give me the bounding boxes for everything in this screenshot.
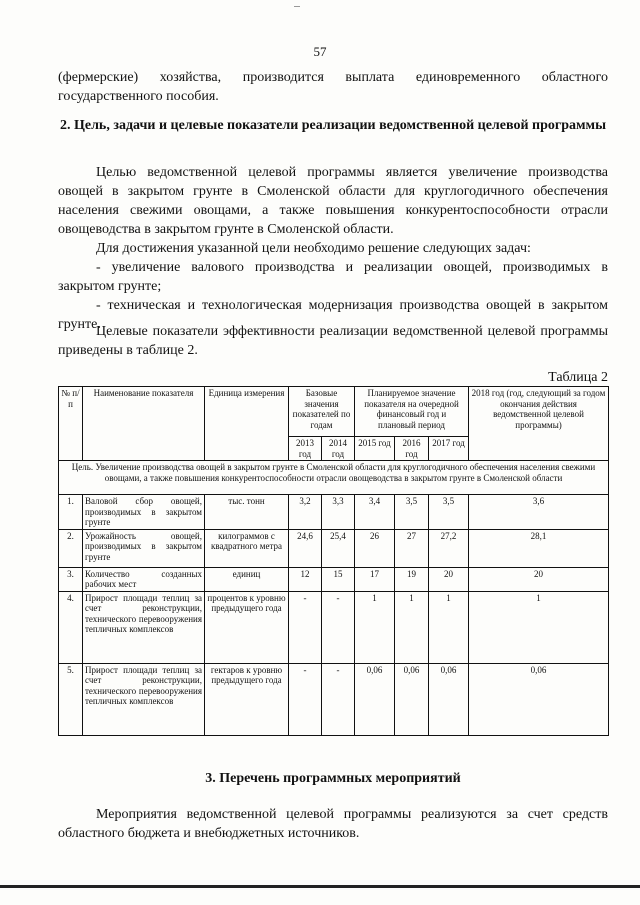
row-2014: 15 xyxy=(322,567,355,591)
row-unit: гектаров к уровню предыдущего года xyxy=(205,663,289,735)
row-2014: - xyxy=(322,663,355,735)
section-2-paragraph-5: Целевые показатели эффективности реализации ведомственной целевой программы приведены в таблице 2. xyxy=(58,324,608,358)
header-2013: 2013 год xyxy=(289,437,322,461)
row-2013: 3,2 xyxy=(289,495,322,530)
row-2016: 19 xyxy=(395,567,429,591)
section-3-paragraph-1: Мероприятия ведомственной целевой программы реализуются за счет средств областного бюджета и внебюджетных источников. xyxy=(58,807,608,841)
header-2017: 2017 год xyxy=(429,437,469,461)
row-2015: 1 xyxy=(355,591,395,663)
row-2017: 27,2 xyxy=(429,529,469,567)
table-header-row xyxy=(59,387,609,437)
header-2016: 2016 год xyxy=(395,437,429,461)
row-unit: процентов к уровню предыдущего года xyxy=(205,591,289,663)
row-2018: 20 xyxy=(469,567,609,591)
section-2-paragraph-1: Целью ведомственной целевой программы является увеличение производства овощей в закрытом грунте в Смоленской области для круглогодичного обеспечения населения свежими овощами, а также повышения конкурентоспособности отрасли овощеводства в закрытом грунте в Смоленской области. xyxy=(58,165,608,237)
row-2014: - xyxy=(322,591,355,663)
table-row xyxy=(59,663,609,735)
row-num: 2. xyxy=(59,529,83,567)
header-final: 2018 год (год, следующий за годом окончания действия ведомственной целевой программы) xyxy=(469,387,609,461)
row-num: 3. xyxy=(59,567,83,591)
intro-paragraph: (фермерские) хозяйства, производится выплата единовременного областного государственного пособия. xyxy=(58,70,608,104)
table-caption: Таблица 2 xyxy=(548,370,608,385)
header-base: Базовые значения показателей по годам xyxy=(289,387,355,437)
row-unit: единиц xyxy=(205,567,289,591)
header-2015: 2015 год xyxy=(355,437,395,461)
row-name: Валовой сбор овощей, производимых в закрытом грунте xyxy=(83,495,205,530)
row-2016: 1 xyxy=(395,591,429,663)
row-2014: 25,4 xyxy=(322,529,355,567)
row-2015: 26 xyxy=(355,529,395,567)
table-row xyxy=(59,529,609,567)
row-2017: 20 xyxy=(429,567,469,591)
scan-speck xyxy=(294,6,300,7)
row-2018: 3,6 xyxy=(469,495,609,530)
indicators-table xyxy=(58,386,609,736)
header-name: Наименование показателя xyxy=(83,387,205,461)
row-2017: 0,06 xyxy=(429,663,469,735)
row-2013: - xyxy=(289,591,322,663)
goal-row xyxy=(59,461,609,495)
row-2018: 28,1 xyxy=(469,529,609,567)
page-number: 57 xyxy=(313,44,327,59)
row-num: 5. xyxy=(59,663,83,735)
goal-cell: Цель. Увеличение производства овощей в закрытом грунте в Смоленской области для круглогодичного обеспечения населения свежими овощами, а также повышения конкурентоспособности отрасли овощеводства в закрытом грунте в Смоленской области xyxy=(59,461,609,495)
row-2013: 12 xyxy=(289,567,322,591)
row-unit: тыс. тонн xyxy=(205,495,289,530)
header-planned: Планируемое значение показателя на очередной финансовый год и плановый период xyxy=(355,387,469,437)
row-2015: 17 xyxy=(355,567,395,591)
row-name: Количество созданных рабочих мест xyxy=(83,567,205,591)
row-2018: 1 xyxy=(469,591,609,663)
row-unit: килограммов с квадратного метра xyxy=(205,529,289,567)
row-name: Урожайность овощей, производимых в закрытом грунте xyxy=(83,529,205,567)
header-unit: Единица измерения xyxy=(205,387,289,461)
row-2013: 24,6 xyxy=(289,529,322,567)
row-2017: 1 xyxy=(429,591,469,663)
row-num: 4. xyxy=(59,591,83,663)
section-2-paragraph-2: Для достижения указанной цели необходимо решение следующих задач: xyxy=(96,241,531,256)
table-row xyxy=(59,567,609,591)
row-num: 1. xyxy=(59,495,83,530)
row-2015: 0,06 xyxy=(355,663,395,735)
row-2017: 3,5 xyxy=(429,495,469,530)
header-num: № п/п xyxy=(59,387,83,461)
row-2013: - xyxy=(289,663,322,735)
section-2-paragraph-4: - техническая и технологическая модернизация производства овощей в закрытом грунте. xyxy=(58,298,608,332)
row-2016: 27 xyxy=(395,529,429,567)
header-2014: 2014 год xyxy=(322,437,355,461)
scan-border-line xyxy=(0,885,640,888)
row-2014: 3,3 xyxy=(322,495,355,530)
row-name: Прирост площади теплиц за счет реконструкции, технического перевооружения тепличных комплексов xyxy=(83,591,205,663)
table-row xyxy=(59,495,609,530)
section-2-paragraph-3: - увеличение валового производства и реализации овощей, производимых в закрытом грунте; xyxy=(58,260,608,294)
row-name: Прирост площади теплиц за счет реконструкции, технического перевооружения тепличных комплексов xyxy=(83,663,205,735)
section-2-heading: 2. Цель, задачи и целевые показатели реализации ведомственной целевой программы xyxy=(59,118,607,133)
row-2016: 0,06 xyxy=(395,663,429,735)
row-2018: 0,06 xyxy=(469,663,609,735)
row-2015: 3,4 xyxy=(355,495,395,530)
table-row xyxy=(59,591,609,663)
section-3-heading: 3. Перечень программных мероприятий xyxy=(205,771,461,786)
row-2016: 3,5 xyxy=(395,495,429,530)
